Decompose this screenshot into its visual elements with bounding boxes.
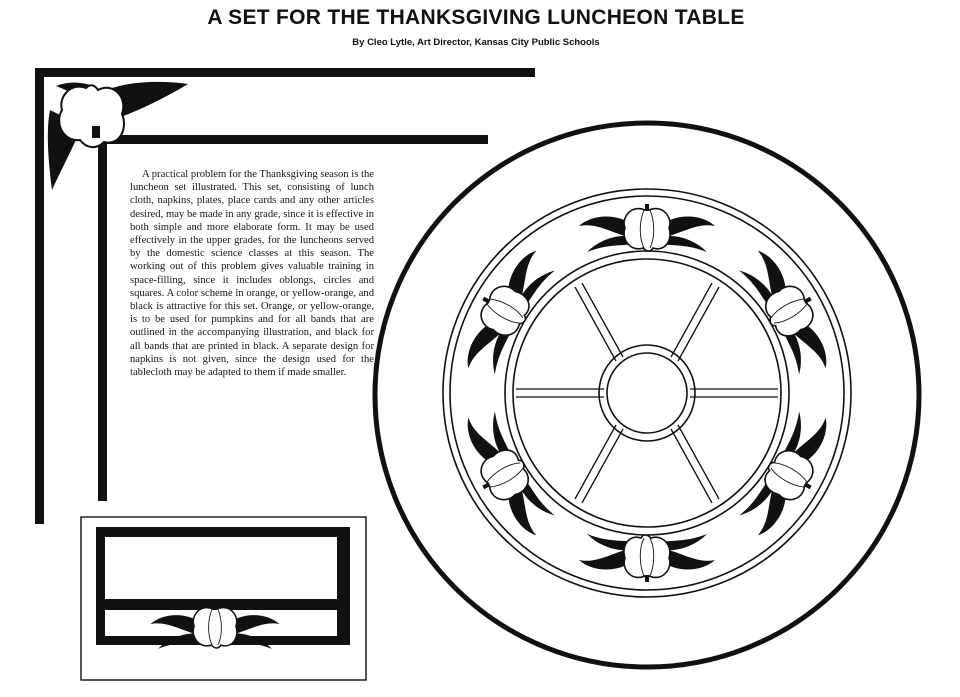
pumpkin-leaves-icon <box>449 405 559 547</box>
pumpkin-leaves-icon <box>579 204 715 252</box>
plate-motifs <box>449 204 844 582</box>
article-byline: By Cleo Lytle, Art Director, Kansas City Public Schools <box>352 37 600 48</box>
article-title: A SET FOR THE THANKSGIVING LUNCHEON TABLE <box>207 6 745 29</box>
plate-spokes <box>516 283 778 503</box>
pumpkin-leaves-icon <box>735 405 845 547</box>
plate-design <box>375 123 919 667</box>
pumpkin-leaves-icon <box>579 534 715 582</box>
pumpkin-leaves-icon <box>735 240 845 382</box>
article-body: A practical problem for the Thanksgiving season is the luncheon set illustrated. This set, consisting of lunch cloth, napkins, plates, place cards and any other articles desired, may be made in any grade, since it is effective in both simple and more elaborate form. It may be used effectively in the upper grades, for the luncheons served by the domestic science classes at this season. The working out of this problem gives valuable training in space-filling, since it includes oblongs, circles and squares. A color scheme in orange, or yellow-orange, and black is attractive for this set. Orange, or yellow-orange, is to be used for pumpkins and for all bands that are outlined in the accompanying illustration, and black for all bands that are printed in black. A separate design for napkins is not given, since the design used for the tablecloth may be adapted to them if made smaller. <box>130 169 374 379</box>
pumpkin-leaves-icon <box>449 240 559 382</box>
place-card <box>81 517 366 680</box>
